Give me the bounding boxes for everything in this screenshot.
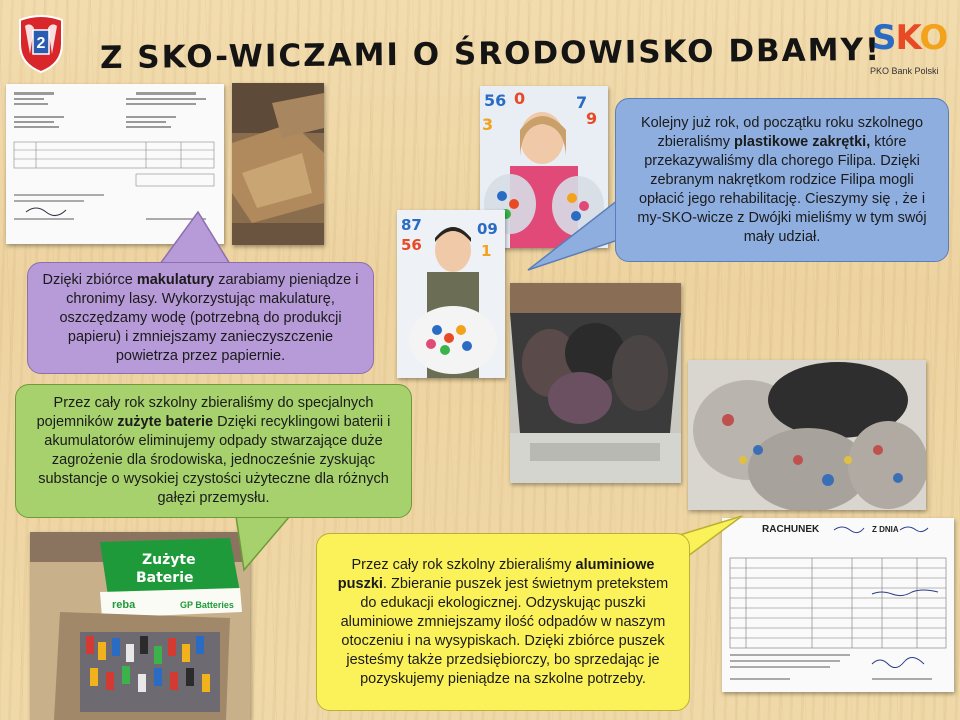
svg-text:56: 56 xyxy=(484,91,507,110)
sko-logo xyxy=(864,18,948,88)
caps-text-post: które przekazywaliśmy dla chorego Filipa. Dzięki zebranym nakrętkom rodzice Filipa mogli opłacić jego rehabilitację. Cieszymy się , że i my-SKO-wicze z Dwójki mieliśmy w tym swój mały udział. xyxy=(637,133,927,245)
sko-letter-o: O xyxy=(919,18,948,58)
batteries-bubble xyxy=(15,384,412,518)
svg-text:9: 9 xyxy=(586,109,598,128)
battery-box-photo xyxy=(30,532,250,720)
svg-text:87: 87 xyxy=(401,216,422,234)
batteries-text-post: Dzięki recyklingowi baterii i akumulatorów eliminujemy odpady stwarzające duże zagrożenie dla środowiska, jednocześnie zyskując substancje o wysokiej czystości użyteczne dla różnych gałęzi przemysłu. xyxy=(38,414,391,506)
svg-text:1: 1 xyxy=(481,242,492,260)
battery-brand-gp: GP Batteries xyxy=(180,600,234,610)
svg-text:56: 56 xyxy=(401,236,422,254)
battery-brand-reba: reba xyxy=(112,599,136,611)
page-title: Z SKO-WICZAMI O ŚRODOWISKO DBAMY! xyxy=(99,31,882,77)
paper-text-pre: Dzięki zbiórce xyxy=(42,271,137,288)
caps-text-pre: Kolejny już rok, od początku roku szkolnego zbieraliśmy xyxy=(640,114,924,150)
school-crest-logo xyxy=(16,14,66,74)
paper-text-post: zarabiamy pieniądze i chronimy lasy. Wykorzystując makulaturę, oszczędzamy wodę (potrzebną do produkcji papieru) i zmniejszamy zanieczyszczenie powietrza przez papiernie. xyxy=(59,271,359,364)
cans-text-pre: Przez cały rok szkolny zbieraliśmy xyxy=(351,556,576,573)
caps-text-bold: plastikowe zakrętki, xyxy=(734,133,871,150)
battery-label-line1: Zużyte xyxy=(142,552,196,568)
svg-text:0: 0 xyxy=(514,89,526,108)
batteries-text-pre: Przez cały rok szkolny zbieraliśmy do specjalnych pojemników xyxy=(36,395,374,430)
paper-text-bold: makulatury xyxy=(136,271,215,288)
boy-with-caps-photo xyxy=(397,210,505,378)
bags-of-cans-photo xyxy=(688,360,926,510)
sko-letter-s: S xyxy=(872,18,896,58)
sko-letter-k: K xyxy=(895,18,920,58)
cans-text-post: . Zbieranie puszek jest świetnym pretekstem do edukacji ekologicznej. Odzyskując puszki aluminiowe zmniejszamy ilość odpadów w naszym otoczeniu i na wysypiskach. Dzięki zbiórce puszek jesteśmy także przedsiębiorczy, bo sprzedając je pozyskujemy pieniądze na szkolne potrzeby. xyxy=(340,575,669,687)
cans-bubble xyxy=(316,533,690,711)
caps-bubble xyxy=(615,98,949,262)
crest-number: 2 xyxy=(36,35,46,52)
paper-bubble xyxy=(27,262,374,374)
cardboard-pile-photo xyxy=(232,83,324,245)
cans-text-bold: aluminiowe puszki xyxy=(337,556,655,592)
battery-label-line2: Baterie xyxy=(136,570,194,586)
svg-text:7: 7 xyxy=(576,93,588,112)
svg-text:09: 09 xyxy=(477,220,498,238)
svg-text:3: 3 xyxy=(482,115,494,134)
batteries-text-bold: zużyte baterie xyxy=(117,414,214,430)
receipt-heading: RACHUNEK xyxy=(762,524,820,535)
car-trunk-bags-photo xyxy=(510,283,681,483)
pko-bank-label: PKO Bank Polski xyxy=(870,66,939,76)
receipt-date-label: Z DNIA xyxy=(872,525,899,534)
paper-invoice-photo xyxy=(6,84,224,244)
cans-receipt-photo xyxy=(722,518,954,692)
